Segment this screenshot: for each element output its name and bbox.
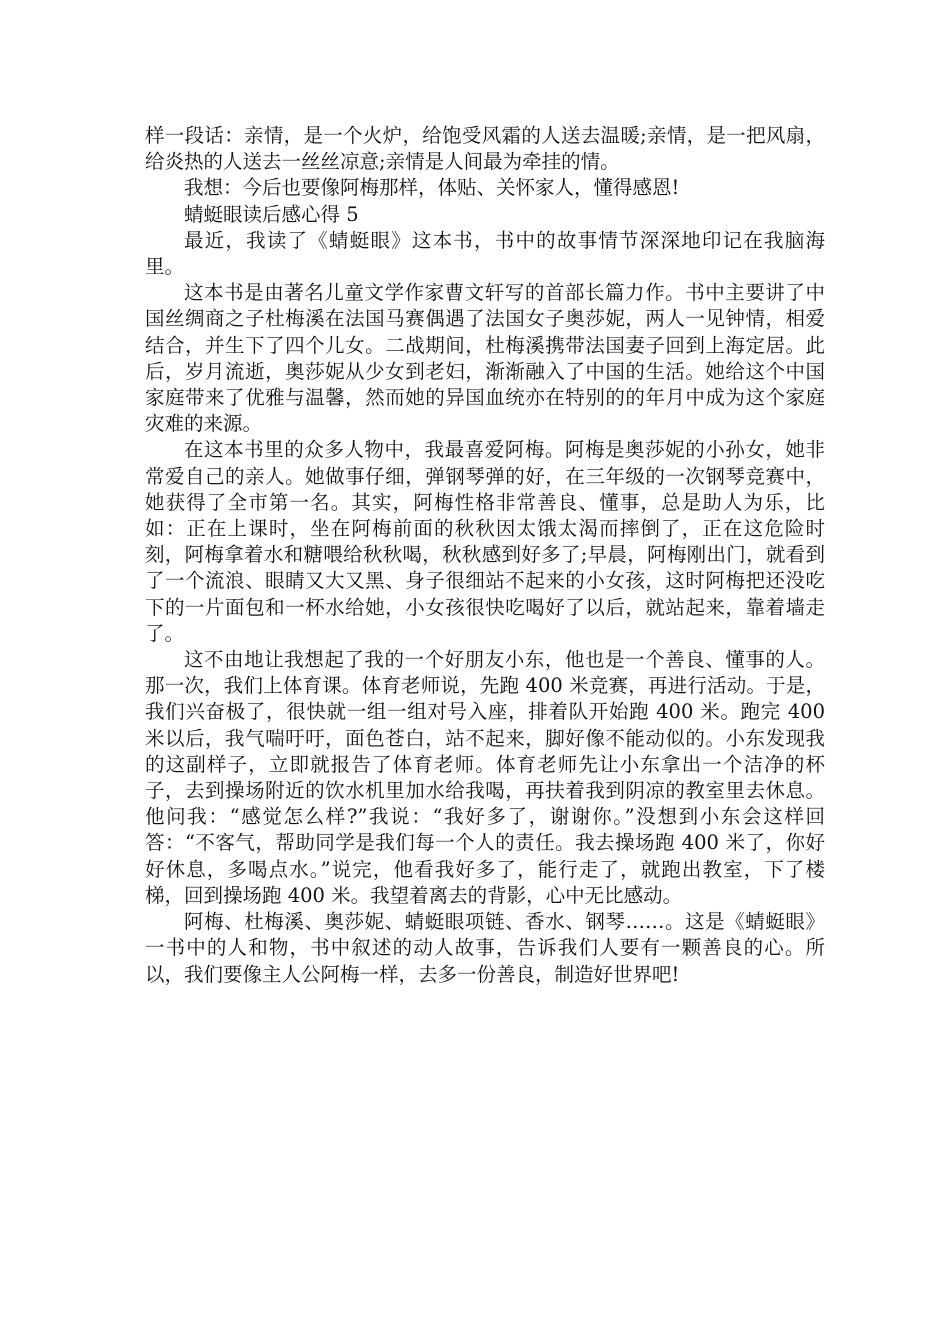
paragraph: 最近，我读了《蜻蜓眼》这本书，书中的故事情节深深地印记在我脑海里。 xyxy=(145,228,825,279)
document-body xyxy=(145,123,825,988)
paragraph: 在这本书里的众多人物中，我最喜爱阿梅。阿梅是奥莎妮的小孙女，她非常爱自己的亲人。她做事仔细，弹钢琴弹的好，在三年级的一次钢琴竞赛中，她获得了全市第一名。其实，阿梅性格非常善良、懂事，总是助人为乐，比如：正在上课时，坐在阿梅前面的秋秋因太饿太渴而摔倒了，正在这危险时刻，阿梅拿着水和糖喂给秋秋喝，秋秋感到好多了;早晨，阿梅刚出门，就看到了一个流浪、眼睛又大又黑、身子很细站不起来的小女孩，这时阿梅把还没吃下的一片面包和一杯水给她，小女孩很快吃喝好了以后，就站起来，靠着墙走了。 xyxy=(145,438,825,645)
paragraph: 这本书是由著名儿童文学作家曹文轩写的首部长篇力作。书中主要讲了中国丝绸商之子杜梅溪在法国马赛偶遇了法国女子奥莎妮，两人一见钟情，相爱结合，并生下了四个儿女。二战期间，杜梅溪携带法国妻子回到上海定居。此后，岁月流逝，奥莎妮从少女到老妇，渐渐融入了中国的生活。她给这个中国家庭带来了优雅与温馨，然而她的异国血统亦在特别的的年月中成为这个家庭灾难的来源。 xyxy=(145,281,825,436)
paragraph: 阿梅、杜梅溪、奥莎妮、蜻蜓眼项链、香水、钢琴……。这是《蜻蜓眼》一书中的人和物，书中叙述的动人故事，告诉我们人要有一颗善良的心。所以，我们要像主人公阿梅一样，去多一份善良，制造好世界吧! xyxy=(145,910,825,986)
paragraph: 我想：今后也要像阿梅那样，体贴、关怀家人，懂得感恩! xyxy=(184,176,680,200)
paragraph: 这不由地让我想起了我的一个好朋友小东，他也是一个善良、懂事的人。那一次，我们上体育课。体育老师说，先跑 400 米竞赛，再进行活动。于是，我们兴奋极了，很快就一组一组对号入座，排着队开始跑 400 米。跑完 400 米以后，我气喘吁吁，面色苍白，站不起来，脚好像不能动似的。小东发现我的这副样子，立即就报告了体育老师。体育老师先让小东拿出一个洁净的杯子，去到操场附近的饮水机里加水给我喝，再扶着我到阴凉的教室里去休息。他问我：“感觉怎么样?”我说：“我好多了，谢谢你。”没想到小东会这样回答：“不客气，帮助同学是我们每一个人的责任。我去操场跑 400 米了，你好好休息，多喝点水。”说完，他看我好多了，能行走了，就跑出教室，下了楼梯，回到操场跑 400 米。我望着离去的背影，心中无比感动。 xyxy=(145,648,825,907)
section-heading: 蜻蜓眼读后感心得 5 xyxy=(184,202,359,226)
paragraph: 样一段话：亲情，是一个火炉，给饱受风霜的人送去温暖;亲情，是一把风扇，给炎热的人送去一丝丝凉意;亲情是人间最为牵挂的情。 xyxy=(145,124,825,174)
